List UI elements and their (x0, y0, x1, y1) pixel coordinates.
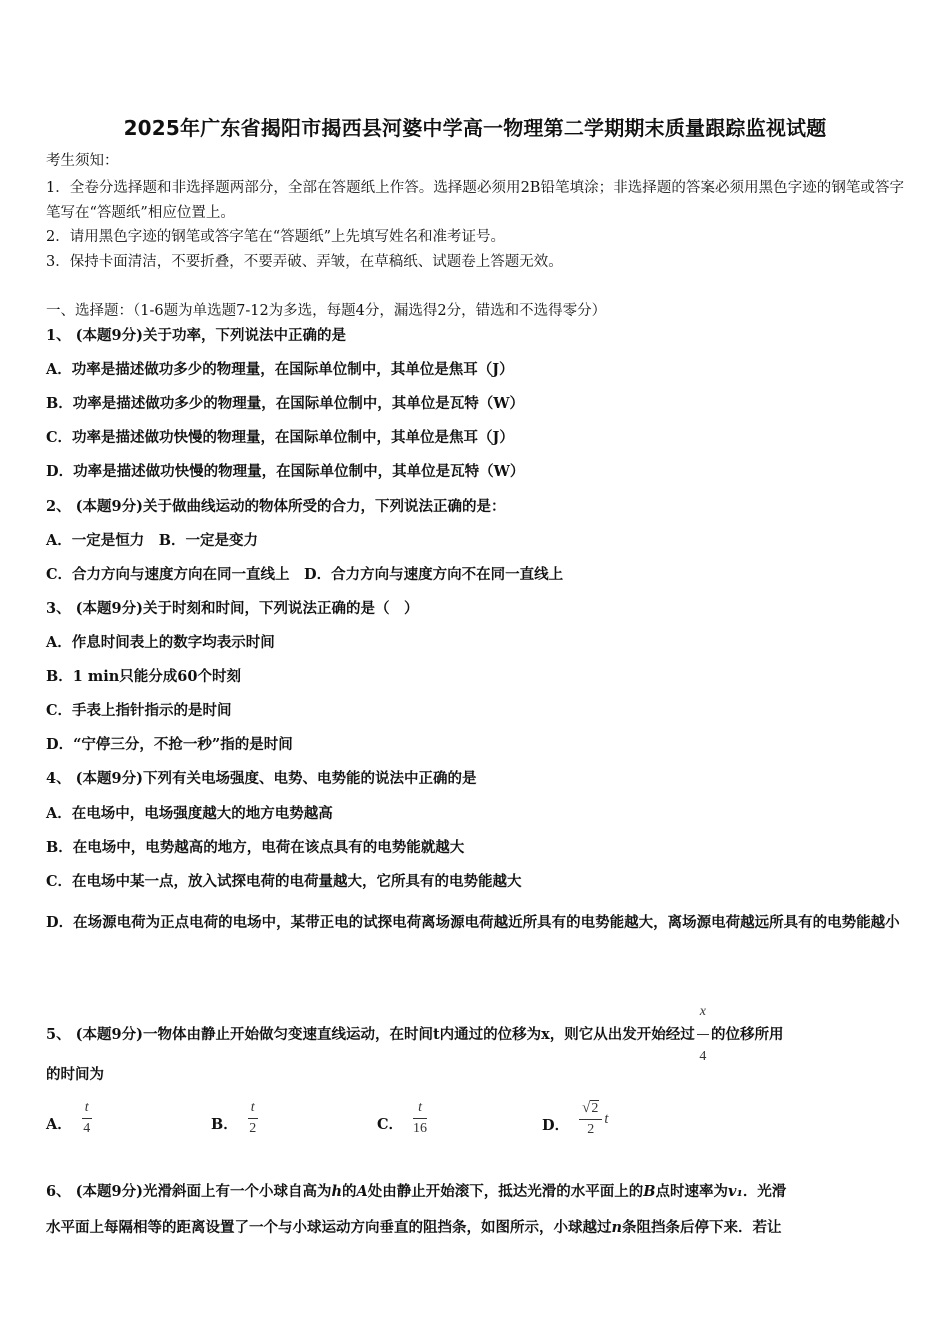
notice-item-1: 1．全卷分选择题和非选择题两部分，全部在答题纸上作答。选择题必须用2B铅笔填涂；非选择题的答案必须用黑色字迹的钢笔或答字笔写在“答题纸”相应位置上。 (46, 180, 904, 221)
notice-item-2: 2．请用黑色字迹的钢笔或答字笔在“答题纸”上先填写姓名和准考证号。 (46, 229, 506, 245)
q5-stem-line2: 的时间为 (46, 1066, 104, 1083)
q3-option-b: B．1 min只能分成60个时刻 (46, 668, 241, 685)
q5-option-c (377, 1100, 427, 1137)
q5-option-d-denominator: 2 (587, 1122, 595, 1137)
q5-option-a-numerator: t (84, 1100, 89, 1115)
section-heading: 一、选择题：（1-6题为单选题7-12为多选，每题4分，漏选得2分，错选和不选得零分） (46, 303, 607, 319)
q5-option-c-denominator: 16 (413, 1121, 428, 1136)
q4-option-d: D．在场源电荷为正点电荷的电场中，某带正电的试探电荷离场源电荷越近所具有的电势能越大，离场源电荷越远所具有的电势能越小 (46, 914, 900, 931)
q5-stem-after: 的位移所用 (711, 1025, 784, 1043)
q6-line2-part-a: 水平面上每隔相等的距离设置了一个与小球运动方向垂直的阻挡条，如图所示，小球越过 (46, 1219, 612, 1236)
q6-line1-part-e: ．光滑 (742, 1183, 787, 1200)
q6-line1-part-c: 处由静止开始滚下，抵达光滑的水平面上的 (367, 1183, 644, 1200)
q6-var-h: h (331, 1183, 342, 1200)
q5-option-c-fraction (413, 1100, 427, 1137)
square-root (582, 1100, 599, 1117)
q5-option-c-numerator: t (418, 1100, 422, 1115)
q4-option-b: B．在电场中，电势越高的地方，电荷在该点具有的电势能就越大 (46, 839, 465, 856)
q2-options-cd: C．合力方向与速度方向在同一直线上 D．合力方向与速度方向不在同一直线上 (46, 566, 564, 583)
q3-option-c: C．手表上指针指示的是时间 (46, 702, 232, 719)
q6-line1-part-b: 的 (342, 1183, 357, 1200)
q1-stem: 1、 (本题9分)关于功率，下列说法中正确的是 (46, 327, 346, 344)
q6-line-1 (46, 1182, 786, 1202)
q5-option-a-denominator: 4 (83, 1121, 91, 1136)
q5-option-d-numerator (579, 1100, 602, 1119)
q1-option-a: A．功率是描述做功多少的物理量，在国际单位制中，其单位是焦耳（J） (46, 361, 514, 378)
q2-options-ab: A．一定是恒力 B．一定是变力 (46, 532, 259, 549)
q5-option-c-label: C． (377, 1116, 404, 1133)
q5-option-b (211, 1100, 258, 1137)
q5-option-d-radicand: 2 (591, 1101, 599, 1116)
q5-stem-before: 5、 (本题9分)一物体由静止开始做匀变速直线运动，在时间t内通过的位移为x，则它从出发开始经过 (46, 1025, 695, 1043)
q3-option-d: D．“宁停三分，不抢一秒”指的是时间 (46, 736, 293, 753)
q5-option-d-label: D． (542, 1116, 570, 1134)
q1-option-d: D．功率是描述做功快慢的物理量，在国际单位制中，其单位是瓦特（W） (46, 463, 525, 480)
q5-option-a (46, 1100, 92, 1137)
page-title: 2025年广东省揭阳市揭西县河婆中学高一物理第二学期期末质量跟踪监视试题 (123, 116, 827, 140)
q5-fraction-numerator: x (699, 1004, 707, 1019)
q2-stem: 2、 (本题9分)关于做曲线运动的物体所受的合力，下列说法正确的是： (46, 498, 506, 515)
q5-option-b-numerator: t (250, 1100, 255, 1115)
q5-option-d-variable: t (604, 1110, 609, 1127)
q1-option-c: C．功率是描述做功快慢的物理量，在国际单位制中，其单位是焦耳（J） (46, 429, 514, 446)
radical-sign-icon: √ (582, 1100, 591, 1116)
q6-point-a: A (356, 1183, 368, 1200)
q6-line-2 (46, 1218, 782, 1238)
q4-stem: 4、 (本题9分)下列有关电场强度、电势、电势能的说法中正确的是 (46, 770, 477, 787)
q6-point-b: B (643, 1183, 656, 1200)
q4-option-a: A．在电场中，电场强度越大的地方电势越高 (46, 805, 333, 822)
q5-option-a-label: A． (46, 1116, 72, 1133)
q4-option-c: C．在电场中某一点，放入试探电荷的电荷量越大，它所具有的电势能越大 (46, 873, 522, 890)
q5-fraction (697, 992, 709, 1077)
q5-option-b-label: B． (211, 1116, 238, 1133)
q5-option-d (542, 1100, 608, 1138)
q6-line2-part-b: 条阻挡条后停下来．若让 (622, 1219, 782, 1236)
q6-line1-part-d: 点时速率为 (655, 1183, 729, 1200)
q5-option-d-fraction (579, 1100, 602, 1138)
q5-option-b-fraction (248, 1100, 258, 1137)
q3-stem: 3、 (本题9分)关于时刻和时间，下列说法正确的是（ ） (46, 600, 419, 617)
q6-var-v1: v₁ (728, 1183, 743, 1200)
q5-option-b-denominator: 2 (249, 1121, 257, 1136)
q1-option-b: B．功率是描述做功多少的物理量，在国际单位制中，其单位是瓦特（W） (46, 395, 525, 412)
notice-heading: 考生须知： (46, 153, 119, 169)
q5-stem (46, 992, 784, 1077)
q3-option-a: A．作息时间表上的数字均表示时间 (46, 634, 275, 651)
notice-item-3: 3．保持卡面清洁，不要折叠，不要弄破、弄皱，在草稿纸、试题卷上答题无效。 (46, 254, 563, 270)
q5-fraction-denominator: 4 (699, 1049, 707, 1064)
q6-line1-part-a: 6、 (本题9分)光滑斜面上有一个小球自高为 (46, 1183, 332, 1200)
q6-var-n: n (611, 1219, 623, 1236)
q5-option-a-fraction (82, 1100, 92, 1137)
